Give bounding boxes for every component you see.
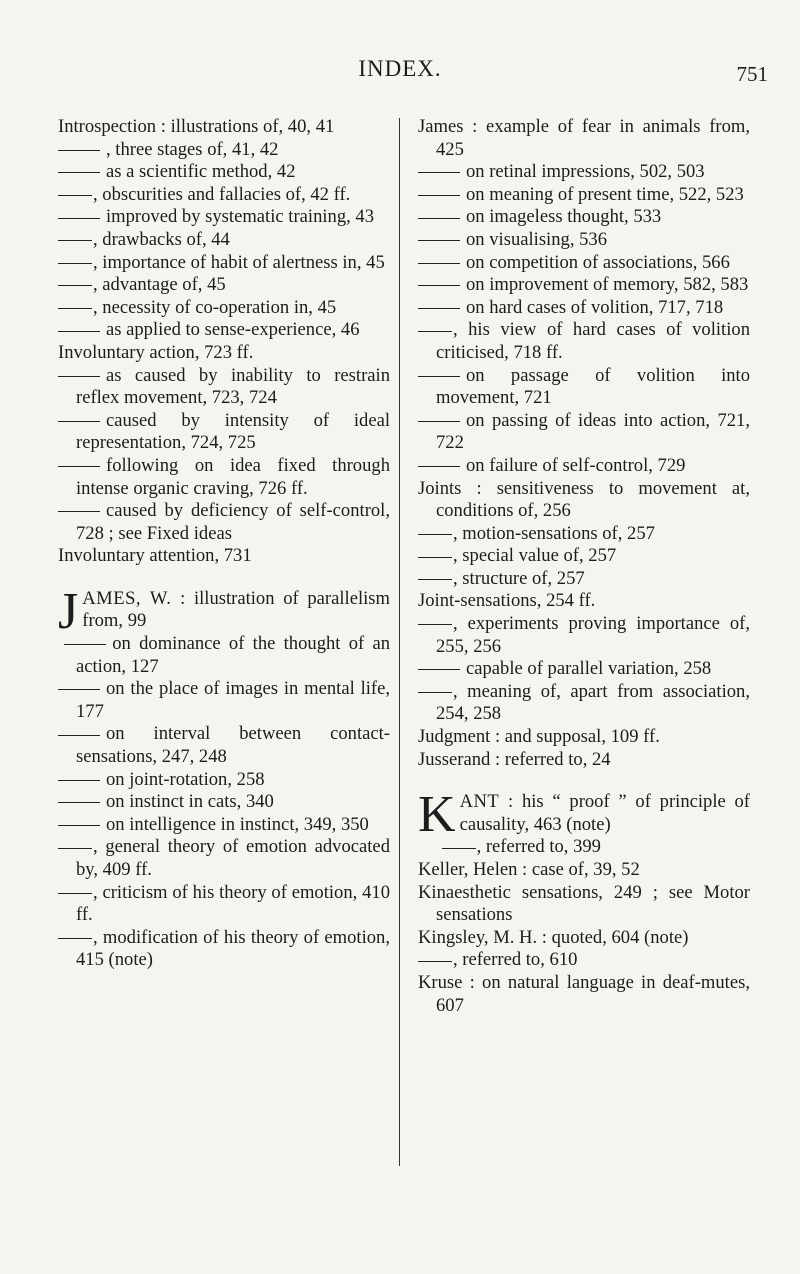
entry-text: Involuntary action, 723 ff. [58, 341, 254, 363]
index-subentry [58, 319, 390, 342]
repeat-dash [64, 644, 106, 645]
entry-text: , his view of hard cases of volition criticised, 718 ff. [436, 319, 750, 363]
repeat-dash [58, 240, 92, 241]
entry-text: Kingsley, M. H. : quoted, 604 (note) [418, 926, 689, 948]
entry-text: , importance of habit of alertness in, 45 [93, 251, 385, 273]
repeat-dash [418, 263, 460, 264]
index-subentry [418, 545, 750, 568]
repeat-dash [58, 466, 100, 467]
repeat-dash [58, 848, 92, 849]
entry-text: as applied to sense-experience, 46 [106, 319, 360, 341]
drop-cap: K [418, 786, 456, 844]
repeat-dash [58, 511, 100, 512]
repeat-dash [418, 331, 452, 332]
entry-text: on passage of volition into movement, 721 [436, 364, 750, 409]
index-entry [418, 726, 750, 749]
page-number: 751 [736, 62, 768, 86]
index-subentry [58, 410, 390, 455]
repeat-dash [58, 218, 100, 219]
index-entry [418, 882, 750, 927]
index-subentry [58, 814, 390, 837]
index-subentry [418, 274, 750, 297]
index-subentry [418, 319, 750, 364]
drop-cap: J [58, 582, 79, 640]
entry-text: capable of parallel variation, 258 [466, 658, 712, 680]
index-subentry [58, 723, 390, 768]
index-subentry [58, 455, 390, 500]
entry-text: Involuntary attention, 731 [58, 545, 252, 567]
entry-text: , necessity of co-operation in, 45 [93, 296, 337, 318]
index-subentry [58, 297, 390, 320]
entry-text: on passing of ideas into action, 721, 722 [436, 409, 750, 454]
repeat-dash [418, 579, 452, 580]
index-entry [418, 116, 750, 161]
index-subentry [58, 633, 390, 678]
index-subentry [418, 365, 750, 410]
index-subentry [418, 455, 750, 478]
index-subentry [418, 836, 750, 859]
entry-text: on meaning of present time, 522, 523 [466, 183, 744, 205]
entry-text: James : example of fear in animals from, 425 [418, 116, 750, 160]
index-subentry [58, 252, 390, 275]
repeat-dash [442, 848, 476, 849]
index-subentry [418, 161, 750, 184]
repeat-dash [418, 557, 452, 558]
repeat-dash [58, 893, 92, 894]
index-entry [418, 859, 750, 882]
entry-text: , meaning of, apart from association, 254, 258 [436, 680, 750, 725]
james-subentries [58, 633, 390, 972]
index-entry [58, 545, 390, 568]
repeat-dash [418, 218, 460, 219]
index-entry-james [58, 582, 390, 640]
index-subentry [418, 949, 750, 972]
entry-text: , motion-sensations of, 257 [453, 522, 655, 544]
entry-text: caused by deficiency of self-control, 728 ; see Fixed ideas [76, 500, 390, 544]
repeat-dash [58, 150, 100, 151]
index-subentry [418, 229, 750, 252]
entry-text: as caused by inability to restrain reflex movement, 723, 724 [76, 364, 390, 409]
repeat-dash [58, 285, 92, 286]
index-entry [58, 116, 390, 139]
entry-text: , referred to, 610 [453, 949, 578, 971]
index-subentry [418, 206, 750, 229]
entry-text: Joints : sensitiveness to movement at, conditions of, 256 [418, 477, 750, 522]
repeat-dash [58, 780, 100, 781]
repeat-dash [418, 172, 460, 173]
index-subentry [418, 681, 750, 726]
entry-text: : illustration of parallelism from, 99 [82, 587, 390, 632]
entry-text: on imageless thought, 533 [466, 206, 662, 228]
entry-text: , modification of his theory of emotion, 415 (note) [76, 926, 390, 971]
repeat-dash [58, 331, 100, 332]
index-subentry [418, 184, 750, 207]
index-column-right [418, 116, 750, 1017]
entry-text: , general theory of emotion advocated by, 409 ff. [76, 836, 390, 880]
index-entry [418, 478, 750, 523]
entry-text: on interval between contact-sensations, 247, 248 [76, 723, 390, 768]
index-subentry [58, 161, 390, 184]
index-subentry [58, 229, 390, 252]
entry-name: ANT [459, 791, 500, 813]
index-subentry [418, 658, 750, 681]
repeat-dash [58, 825, 100, 826]
index-subentry [418, 523, 750, 546]
index-subentry [418, 297, 750, 320]
entry-text: on visualising, 536 [466, 228, 608, 250]
index-subentry [418, 252, 750, 275]
repeat-dash [418, 240, 460, 241]
index-subentry [58, 791, 390, 814]
entry-text: Jusserand : referred to, 24 [418, 748, 611, 770]
index-entry [418, 590, 750, 613]
entry-text: , three stages of, 41, 42 [106, 138, 279, 160]
repeat-dash [58, 421, 100, 422]
repeat-dash [418, 961, 452, 962]
repeat-dash [418, 376, 460, 377]
entry-text: , drawbacks of, 44 [93, 228, 230, 250]
repeat-dash [58, 376, 100, 377]
entry-text: on improvement of memory, 582, 583 [466, 274, 749, 296]
index-subentry [418, 410, 750, 455]
entry-text: on failure of self-control, 729 [466, 454, 686, 476]
index-subentry [58, 139, 390, 162]
index-subentry [58, 836, 390, 881]
entry-text: following on idea fixed through intense organic craving, 726 ff. [76, 454, 390, 499]
index-subentry [58, 927, 390, 972]
column-divider [399, 118, 400, 1166]
index-subentry [58, 769, 390, 792]
entry-text: , criticism of his theory of emotion, 410 ff. [76, 881, 390, 926]
repeat-dash [418, 624, 452, 625]
entry-text: on dominance of the thought of an action, 127 [76, 633, 390, 677]
index-column-left [58, 116, 390, 972]
index-entry [418, 749, 750, 772]
index-subentry [58, 184, 390, 207]
entry-text: Joint-sensations, 254 ff. [418, 590, 596, 612]
repeat-dash [58, 802, 100, 803]
entry-text: , obscurities and fallacies of, 42 ff. [93, 183, 351, 205]
right-entries [418, 116, 750, 771]
repeat-dash [418, 692, 452, 693]
index-entry [58, 342, 390, 365]
repeat-dash [418, 308, 460, 309]
entry-text: Keller, Helen : case of, 39, 52 [418, 859, 640, 880]
index-entry [418, 927, 750, 950]
index-subentry [58, 274, 390, 297]
index-subentry [418, 568, 750, 591]
index-entry-kant [418, 786, 750, 844]
repeat-dash [418, 421, 460, 422]
entry-name: AMES, W. [82, 587, 172, 609]
kant-subentries [418, 836, 750, 1017]
repeat-dash [58, 172, 100, 173]
entry-text: , structure of, 257 [453, 567, 585, 589]
repeat-dash [58, 689, 100, 690]
entry-text: as a scientific method, 42 [106, 161, 296, 183]
entry-text: on competition of associations, 566 [466, 251, 730, 273]
repeat-dash [58, 735, 100, 736]
entry-text: Judgment : and supposal, 109 ff. [418, 726, 660, 748]
entry-text: on the place of images in mental life, 177 [76, 678, 390, 722]
repeat-dash [418, 466, 460, 467]
entry-text: on intelligence in instinct, 349, 350 [106, 813, 369, 835]
entry-text: on retinal impressions, 502, 503 [466, 161, 705, 183]
section-gap [58, 568, 390, 588]
repeat-dash [418, 195, 460, 196]
repeat-dash [58, 195, 92, 196]
entry-text: Kruse : on natural language in deaf-mutes, 607 [418, 971, 750, 1016]
left-entries [58, 116, 390, 568]
index-subentry [58, 206, 390, 229]
entry-text: Introspection : illustrations of, 40, 41 [58, 116, 335, 137]
page-header [0, 56, 800, 96]
entry-text: on hard cases of volition, 717, 718 [466, 296, 724, 318]
index-entry [418, 972, 750, 1017]
index-subentry [58, 882, 390, 927]
entry-text: : his “ proof ” of principle of causality, 463 (note) [459, 791, 750, 835]
entry-text: improved by systematic training, 43 [106, 206, 375, 228]
entry-text: on joint-rotation, 258 [106, 768, 265, 790]
entry-text: Kinaesthetic sensations, 249 ; see Motor sensations [418, 881, 750, 926]
entry-text: , advantage of, 45 [93, 274, 226, 296]
index-subentry [58, 678, 390, 723]
repeat-dash [418, 534, 452, 535]
index-subentry [58, 500, 390, 545]
entry-text: caused by intensity of ideal representation, 724, 725 [76, 409, 390, 454]
index-subentry [418, 613, 750, 658]
entry-text: , experiments proving importance of, 255, 256 [436, 613, 750, 657]
entry-text: , special value of, 257 [453, 545, 617, 567]
section-gap [418, 771, 750, 791]
page-title: INDEX. [358, 56, 442, 81]
index-subentry [58, 365, 390, 410]
repeat-dash [418, 669, 460, 670]
entry-text: , referred to, 399 [476, 836, 601, 858]
repeat-dash [58, 938, 92, 939]
repeat-dash [418, 285, 460, 286]
repeat-dash [58, 308, 92, 309]
repeat-dash [58, 263, 92, 264]
entry-text: on instinct in cats, 340 [106, 791, 274, 813]
